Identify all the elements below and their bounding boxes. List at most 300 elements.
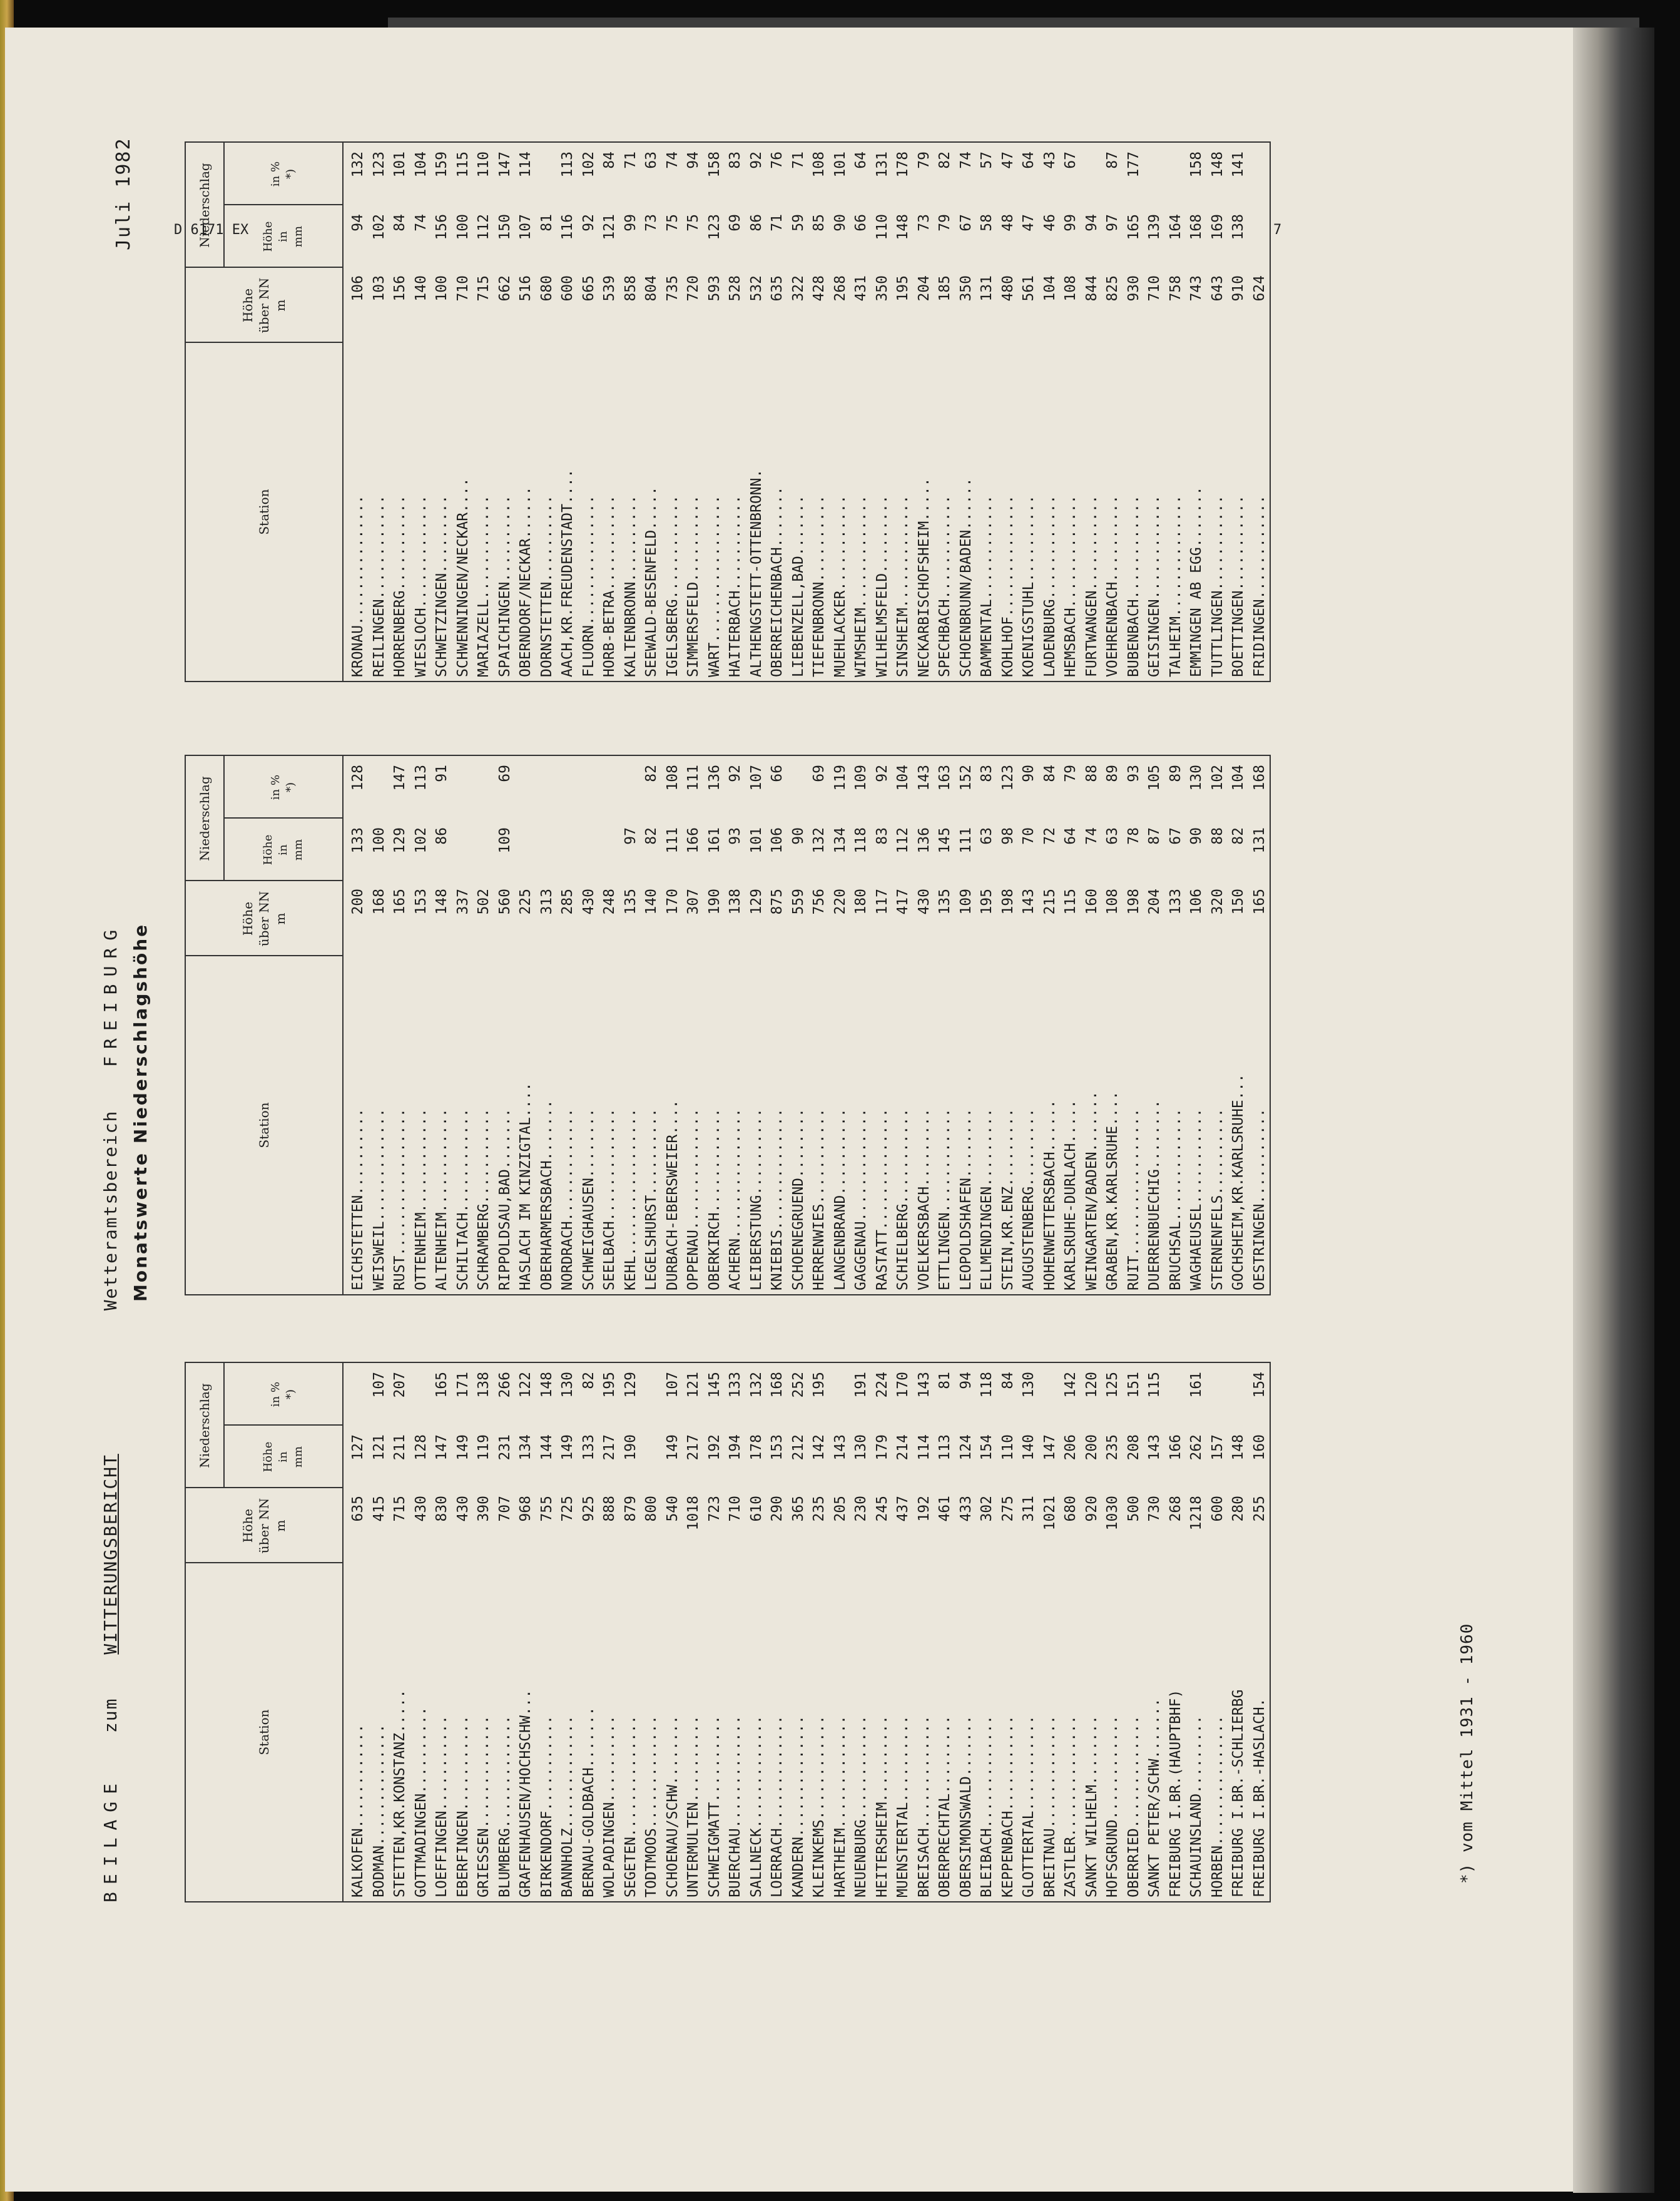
niederschlag-pct: 132	[350, 151, 366, 178]
station-hoehe: 204	[915, 275, 932, 302]
station-name: BREISACH.............	[915, 1715, 932, 1897]
niederschlag-pct: 102	[1209, 765, 1226, 791]
station-hoehe: 858	[622, 275, 639, 302]
station-hoehe: 415	[370, 1496, 387, 1522]
header-station: Station	[186, 955, 342, 1294]
niederschlag-pct: 63	[643, 151, 659, 169]
station-hoehe: 129	[748, 889, 765, 915]
station-name: HEITERSHEIM..........	[873, 1715, 890, 1897]
niederschlag-pct: 93	[1125, 765, 1142, 782]
station-name: SCHILTACH............	[454, 1108, 471, 1290]
niederschlag-mm: 73	[643, 214, 659, 232]
niederschlag-mm: 86	[434, 827, 450, 845]
station-hoehe: 461	[937, 1496, 953, 1522]
niederschlag-mm: 217	[601, 1434, 618, 1461]
niederschlag-mm: 160	[1251, 1434, 1268, 1461]
freiburg-label: FREIBURG	[100, 922, 121, 1067]
table-row	[955, 1363, 977, 1901]
niederschlag-mm: 48	[999, 214, 1016, 232]
niederschlag-pct: 118	[979, 1372, 995, 1398]
table-row	[746, 143, 767, 681]
niederschlag-mm: 46	[1041, 214, 1058, 232]
station-hoehe: 108	[1104, 889, 1121, 915]
niederschlag-pct: 123	[999, 765, 1016, 791]
station-name: BUERCHAU.............	[727, 1715, 743, 1897]
station-hoehe: 888	[601, 1496, 618, 1522]
station-hoehe: 285	[559, 889, 576, 915]
station-name: AUGUSTENBERG.........	[1021, 1108, 1037, 1290]
niederschlag-pct: 64	[853, 151, 869, 169]
station-hoehe: 825	[1104, 275, 1121, 302]
niederschlag-pct: 224	[873, 1372, 890, 1398]
report-month: Juli 1982	[113, 137, 135, 250]
header-station: Station	[186, 342, 342, 681]
table-row	[599, 1363, 620, 1901]
station-name: LEIBERSTUNG..........	[748, 1108, 765, 1290]
table-row	[788, 1363, 809, 1901]
niederschlag-pct: 130	[559, 1372, 576, 1398]
table-row	[452, 143, 474, 681]
niederschlag-mm: 102	[370, 214, 387, 240]
niederschlag-mm: 118	[853, 827, 869, 854]
table-row	[494, 1363, 516, 1901]
station-name: SPECHBACH............	[937, 495, 953, 677]
station-hoehe: 140	[643, 889, 659, 915]
station-hoehe: 665	[580, 275, 597, 302]
table-row	[892, 756, 914, 1294]
station-hoehe: 103	[370, 275, 387, 302]
station-hoehe: 1021	[1041, 1496, 1058, 1531]
station-name: MARIAZELL............	[476, 495, 492, 677]
niederschlag-mm: 84	[392, 214, 408, 232]
niederschlag-pct: 74	[664, 151, 681, 169]
table-subtitle: Monatswerte Niederschlagshöhe	[130, 922, 151, 1302]
niederschlag-mm: 113	[937, 1434, 953, 1461]
station-name: OBERRIED.............	[1125, 1715, 1142, 1897]
niederschlag-pct: 47	[999, 151, 1016, 169]
station-name: SCHOENAU/SCHW........	[664, 1715, 681, 1897]
station-hoehe: 280	[1230, 1496, 1246, 1522]
niederschlag-mm: 100	[370, 827, 387, 854]
table-row	[976, 1363, 997, 1901]
niederschlag-pct: 107	[370, 1372, 387, 1398]
niederschlag-pct: 110	[476, 151, 492, 178]
table-row	[431, 1363, 452, 1901]
niederschlag-pct: 108	[811, 151, 827, 178]
niederschlag-pct: 119	[832, 765, 848, 791]
niederschlag-mm: 123	[706, 214, 723, 240]
niederschlag-mm: 192	[706, 1434, 723, 1461]
station-hoehe: 192	[915, 1496, 932, 1522]
niederschlag-pct: 177	[1125, 151, 1142, 178]
niederschlag-pct: 109	[853, 765, 869, 791]
niederschlag-pct: 207	[392, 1372, 408, 1398]
niederschlag-mm: 157	[1209, 1434, 1226, 1461]
station-hoehe: 715	[392, 1496, 408, 1522]
niederschlag-mm: 63	[979, 827, 995, 845]
niederschlag-pct: 91	[434, 765, 450, 782]
niederschlag-mm: 144	[538, 1434, 555, 1461]
header-mm: Höhe in mm	[225, 817, 342, 881]
station-name: SCHIELBERG...........	[895, 1108, 911, 1290]
station-hoehe: 115	[1062, 889, 1079, 915]
niederschlag-pct: 104	[895, 765, 911, 791]
niederschlag-mm: 161	[706, 827, 723, 854]
header-pct: in % *)	[269, 1381, 297, 1407]
table-row	[347, 756, 369, 1294]
niederschlag-pct: 266	[496, 1372, 513, 1398]
niederschlag-pct: 92	[727, 765, 743, 782]
niederschlag-pct: 163	[937, 765, 953, 791]
table-block-1	[185, 1362, 1271, 1902]
niederschlag-mm: 116	[559, 214, 576, 240]
station-hoehe: 723	[706, 1496, 723, 1522]
table-row	[766, 1363, 788, 1901]
station-name: EBERFINGEN...........	[454, 1715, 471, 1897]
station-name: LANGENBRAND..........	[832, 1108, 848, 1290]
station-name: TIEFENBRONN..........	[811, 495, 827, 677]
niederschlag-mm: 156	[434, 214, 450, 240]
header-pct: in % *)	[269, 161, 297, 187]
station-name: GRABEN,KR.KARLSRUHE....	[1104, 1091, 1121, 1290]
table-row	[431, 143, 452, 681]
station-name: OBERKIRCH............	[706, 1108, 723, 1290]
niederschlag-pct: 115	[1146, 1372, 1163, 1398]
station-name: OESTRINGEN...........	[1251, 1108, 1268, 1290]
table-row	[599, 756, 620, 1294]
niederschlag-pct: 143	[915, 1372, 932, 1398]
station-name: ZASTLER..............	[1062, 1715, 1079, 1897]
station-hoehe: 185	[937, 275, 953, 302]
niederschlag-mm: 208	[1125, 1434, 1142, 1461]
niederschlag-mm: 211	[392, 1434, 408, 1461]
niederschlag-mm: 87	[1146, 827, 1163, 845]
station-name: BREITNAU.............	[1041, 1715, 1058, 1897]
station-name: BLUMBERG.............	[496, 1715, 513, 1897]
station-name: KARLSRUHE-DURLACH.....	[1062, 1100, 1079, 1290]
table-row	[934, 756, 955, 1294]
station-name: LEGELSHURST..........	[643, 1108, 659, 1290]
table-row	[683, 756, 704, 1294]
station-hoehe: 198	[1125, 889, 1142, 915]
table-row	[599, 143, 620, 681]
page-number: 7	[1273, 222, 1282, 238]
station-name: LOERRACH.............	[769, 1715, 785, 1897]
table-row	[1039, 1363, 1061, 1901]
station-hoehe: 106	[350, 275, 366, 302]
table-block-2	[185, 755, 1271, 1295]
station-hoehe: 365	[790, 1496, 807, 1522]
niederschlag-mm: 169	[1209, 214, 1226, 240]
table-row	[1228, 143, 1249, 681]
station-name: WILHELMSFELD.........	[873, 495, 890, 677]
niederschlag-pct: 165	[434, 1372, 450, 1398]
station-hoehe: 248	[601, 889, 618, 915]
station-name: DUERRENBUECHIG........	[1146, 1100, 1163, 1290]
niederschlag-mm: 97	[622, 827, 639, 845]
station-name: DORNSTETTEN..........	[538, 495, 555, 677]
niederschlag-mm: 72	[1041, 827, 1058, 845]
station-hoehe: 150	[1230, 889, 1246, 915]
niederschlag-pct: 83	[979, 765, 995, 782]
table-row	[872, 143, 893, 681]
station-hoehe: 930	[1125, 275, 1142, 302]
station-name: FREIBURG I.BR.-HASLACH.	[1251, 1698, 1268, 1897]
station-hoehe: 190	[706, 889, 723, 915]
station-hoehe: 198	[999, 889, 1016, 915]
niederschlag-mm: 66	[853, 214, 869, 232]
table-row	[536, 143, 557, 681]
station-hoehe: 800	[643, 1496, 659, 1522]
station-hoehe: 559	[790, 889, 807, 915]
header-station: Station	[186, 1562, 342, 1901]
station-hoehe: 180	[853, 889, 869, 915]
zum-label: zum	[100, 1697, 121, 1734]
niederschlag-pct: 195	[601, 1372, 618, 1398]
station-name: KALKOFEN............	[350, 1724, 366, 1897]
table-row	[704, 1363, 725, 1901]
table-row	[997, 756, 1019, 1294]
niederschlag-pct: 89	[1167, 765, 1184, 782]
niederschlag-pct: 148	[1209, 151, 1226, 178]
station-hoehe: 135	[622, 889, 639, 915]
niederschlag-pct: 252	[790, 1372, 807, 1398]
table-row	[808, 756, 830, 1294]
table-row	[1018, 1363, 1039, 1901]
station-hoehe: 311	[1021, 1496, 1037, 1522]
station-name: KLEINKEMS............	[811, 1715, 827, 1897]
niederschlag-mm: 47	[1021, 214, 1037, 232]
page-stack-edge	[1573, 28, 1654, 2193]
table-row	[1102, 1363, 1123, 1901]
station-name: SINSHEIM.............	[895, 495, 911, 677]
station-name: ALTHENGSTETT-OTTENBRONN.	[748, 469, 765, 677]
station-hoehe: 662	[496, 275, 513, 302]
table-row	[872, 756, 893, 1294]
station-hoehe: 275	[999, 1496, 1016, 1522]
table-row	[473, 756, 494, 1294]
table-row	[515, 756, 536, 1294]
station-name: GOTTMADINGEN..........	[412, 1707, 429, 1897]
station-name: RUST.................	[392, 1108, 408, 1290]
table-row	[662, 756, 683, 1294]
niederschlag-mm: 194	[727, 1434, 743, 1461]
station-name: HOHENWETTERSBACH......	[1041, 1100, 1058, 1290]
station-hoehe: 560	[496, 889, 513, 915]
niederschlag-mm: 79	[937, 214, 953, 232]
station-name: ELLMENDINGEN.........	[979, 1108, 995, 1290]
niederschlag-mm: 107	[517, 214, 534, 240]
station-name: BAMMENTAL............	[979, 495, 995, 677]
table-row	[808, 143, 830, 681]
niederschlag-pct: 82	[580, 1372, 597, 1389]
station-name: OPPENAU..............	[685, 1108, 701, 1290]
station-name: OBERSIMONSWALD.......	[957, 1715, 974, 1897]
station-name: WIMSHEIM.............	[853, 495, 869, 677]
niederschlag-mm: 138	[1230, 214, 1246, 240]
station-hoehe: 433	[957, 1496, 974, 1522]
station-hoehe: 143	[1021, 889, 1037, 915]
table-row	[1165, 756, 1186, 1294]
niederschlag-pct: 125	[1104, 1372, 1121, 1398]
table-row	[1165, 1363, 1186, 1901]
station-hoehe: 680	[1062, 1496, 1079, 1522]
niederschlag-mm: 166	[1167, 1434, 1184, 1461]
niederschlag-mm: 88	[1209, 827, 1226, 845]
table-row	[641, 143, 662, 681]
table-row	[808, 1363, 830, 1901]
station-hoehe: 561	[1021, 275, 1037, 302]
station-hoehe: 610	[748, 1496, 765, 1522]
station-name: BANNHOLZ.............	[559, 1715, 576, 1897]
station-name: SIMMERSFELD..........	[685, 495, 701, 677]
table-row	[830, 143, 851, 681]
station-hoehe: 1018	[685, 1496, 701, 1531]
niederschlag-mm: 81	[538, 214, 555, 232]
niederschlag-mm: 206	[1062, 1434, 1079, 1461]
header-hoehe: Höhe über NN m	[186, 1487, 342, 1563]
niederschlag-pct: 195	[811, 1372, 827, 1398]
niederschlag-pct: 147	[496, 151, 513, 178]
station-name: TUTTLINGEN...........	[1209, 495, 1226, 677]
table-row	[369, 143, 390, 681]
niederschlag-mm: 67	[957, 214, 974, 232]
niederschlag-mm: 74	[1083, 827, 1100, 845]
niederschlag-pct: 111	[685, 765, 701, 791]
niederschlag-pct: 82	[643, 765, 659, 782]
station-name: BODMAN..............	[370, 1724, 387, 1897]
station-hoehe: 600	[559, 275, 576, 302]
niederschlag-mm: 143	[832, 1434, 848, 1461]
station-hoehe: 160	[1083, 889, 1100, 915]
station-hoehe: 516	[517, 275, 534, 302]
niederschlag-pct: 147	[392, 765, 408, 791]
header-niederschlag: Niederschlag	[186, 1363, 225, 1488]
niederschlag-pct: 161	[1188, 1372, 1204, 1398]
niederschlag-pct: 87	[1104, 151, 1121, 169]
station-name: LEOPOLDSHAFEN........	[957, 1108, 974, 1290]
table-row	[725, 756, 746, 1294]
niederschlag-pct: 158	[1188, 151, 1204, 178]
station-name: STERNENFELS..........	[1209, 1108, 1226, 1290]
table-row	[1207, 1363, 1228, 1901]
station-hoehe: 755	[538, 1496, 555, 1522]
station-name: KOENIGSTUHL..........	[1021, 495, 1037, 677]
niederschlag-pct: 148	[538, 1372, 555, 1398]
station-name: BUBENBACH............	[1125, 495, 1142, 677]
table-row	[725, 143, 746, 681]
station-name: KOHLHOF..............	[999, 495, 1016, 677]
niederschlag-mm: 134	[832, 827, 848, 854]
niederschlag-mm: 112	[476, 214, 492, 240]
station-hoehe: 215	[1041, 889, 1058, 915]
niederschlag-mm: 110	[999, 1434, 1016, 1461]
table-row	[914, 143, 935, 681]
station-name: BERNAU-GOLDBACH.......	[580, 1707, 597, 1897]
station-name: HARTHEIM.............	[832, 1715, 848, 1897]
table-row	[641, 756, 662, 1294]
niederschlag-pct: 82	[937, 151, 953, 169]
niederschlag-mm: 124	[957, 1434, 974, 1461]
station-name: MUENSTERTAL..........	[895, 1715, 911, 1897]
niederschlag-mm: 148	[895, 214, 911, 240]
station-hoehe: 430	[580, 889, 597, 915]
niederschlag-mm: 129	[392, 827, 408, 854]
table-row	[1018, 756, 1039, 1294]
niederschlag-mm: 59	[790, 214, 807, 232]
niederschlag-pct: 79	[915, 151, 932, 169]
witterungsbericht-label: WITTERUNGSBERICHT	[100, 1454, 121, 1655]
station-name: VOELKERSBACH.........	[915, 1108, 932, 1290]
table-row	[1186, 143, 1207, 681]
table-row	[934, 1363, 955, 1901]
table-row	[662, 1363, 683, 1901]
station-name: EMMINGEN AB EGG.......	[1188, 486, 1204, 677]
table-row	[431, 756, 452, 1294]
table-row	[536, 756, 557, 1294]
niederschlag-mm: 83	[873, 827, 890, 845]
station-hoehe: 428	[811, 275, 827, 302]
station-hoehe: 830	[434, 1496, 450, 1522]
niederschlag-mm: 58	[979, 214, 995, 232]
niederschlag-pct: 152	[957, 765, 974, 791]
niederschlag-pct: 136	[706, 765, 723, 791]
station-name: STEIN,KR.ENZ.........	[999, 1108, 1016, 1290]
niederschlag-pct: 170	[895, 1372, 911, 1398]
header-niederschlag: Niederschlag	[186, 756, 225, 881]
station-hoehe: 844	[1083, 275, 1100, 302]
station-name: SEELBACH.............	[601, 1108, 618, 1290]
station-hoehe: 100	[434, 275, 450, 302]
header-hoehe: Höhe über NN m	[186, 267, 342, 343]
station-name: FREIBURG I.BR.(HAUPTBHF)	[1167, 1689, 1184, 1897]
table-row	[1249, 756, 1270, 1294]
table-row	[1060, 756, 1081, 1294]
station-hoehe: 170	[664, 889, 681, 915]
niederschlag-mm: 119	[476, 1434, 492, 1461]
station-name: OBERNDORF/NECKAR......	[517, 486, 534, 677]
niederschlag-pct: 57	[979, 151, 995, 169]
header-pct: in % *)	[269, 774, 297, 800]
station-name: AACH,KR.FREUDENSTADT....	[559, 469, 576, 677]
niederschlag-pct: 151	[1125, 1372, 1142, 1398]
table-row	[746, 1363, 767, 1901]
table-row	[1060, 1363, 1081, 1901]
station-name: HORB-BETRA...........	[601, 495, 618, 677]
niederschlag-mm: 212	[790, 1434, 807, 1461]
niederschlag-pct: 141	[1230, 151, 1246, 178]
table-row	[620, 756, 641, 1294]
station-name: ETTLINGEN............	[937, 1108, 953, 1290]
niederschlag-pct: 89	[1104, 765, 1121, 782]
station-hoehe: 720	[685, 275, 701, 302]
table-row	[494, 756, 516, 1294]
niederschlag-pct: 178	[895, 151, 911, 178]
station-name: HEMSBACH.............	[1062, 495, 1079, 677]
station-hoehe: 758	[1167, 275, 1184, 302]
niederschlag-mm: 168	[1188, 214, 1204, 240]
table-row	[578, 143, 599, 681]
table-row	[1039, 143, 1061, 681]
table-row	[662, 143, 683, 681]
station-name: LOEFFINGEN...........	[434, 1715, 450, 1897]
station-hoehe: 710	[727, 1496, 743, 1522]
station-name: BIRKENDORF...........	[538, 1715, 555, 1897]
table-row	[452, 756, 474, 1294]
niederschlag-pct: 113	[559, 151, 576, 178]
station-hoehe: 430	[454, 1496, 471, 1522]
table-row	[788, 756, 809, 1294]
